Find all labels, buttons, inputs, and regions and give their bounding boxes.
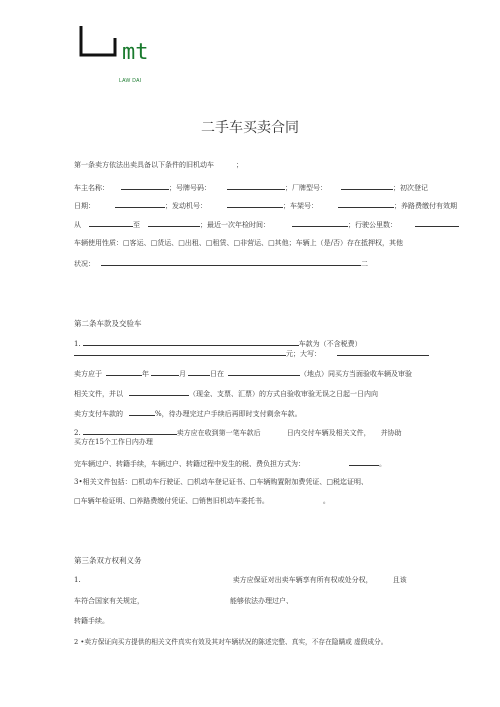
logo-subtitle: LAW DAI bbox=[119, 78, 142, 84]
logo-text: mt bbox=[122, 40, 149, 65]
section1-row1: 车主名称： ；号牌号码： ；厂牌型号： ；初次登记 bbox=[74, 184, 428, 192]
section2-p5: 2. 卖方应在收到第一笔车款后 日内交付车辆及相关文件， 并协助 bbox=[74, 429, 402, 437]
section3-p2: 车符合国家有关规定， 能够依法办理过户、 bbox=[74, 597, 293, 605]
section2-p9: □车辆年检证明、□养路费缴付凭证、□销售旧机动车委托书。 。 bbox=[74, 497, 330, 505]
section1-row3: 从 至 ；最近一次年检时间： ；行驶公里数： bbox=[74, 219, 459, 230]
section2-heading: 第二条车款及交验车 bbox=[74, 319, 142, 328]
section2-p6: 买方在15个工作日内办理 bbox=[74, 438, 153, 446]
section3-p4: 2 •卖方保证向买方提供的相关文件真实有效及其对车辆状况的陈述完整、真实，不存在隐瞒或 虚假成分。 bbox=[74, 638, 388, 646]
section1-intro: 第一条卖方依法出卖具备以下条件的旧机动车 ； bbox=[74, 161, 243, 169]
section2-p2: 卖方应于 年 月 日在 （地点）同买方当面验收车辆及审验 bbox=[74, 370, 412, 378]
section3-heading: 第三条双方权利义务 bbox=[74, 556, 142, 565]
logo-bracket-icon bbox=[78, 24, 118, 58]
section1-row5: 状况： 二 bbox=[74, 260, 368, 268]
section2-p3: 相关文件，并以 （现金、支票、汇票）的方式自验收审验无误之日起一日内向 bbox=[74, 390, 378, 398]
section3-p3: 转籍手续。 bbox=[74, 617, 109, 625]
section1-row2: 日期： ；发动机号： ；车架号： ；养路费缴付有效期 bbox=[74, 202, 457, 210]
section2-p1: 1. 车款为（不含税费） bbox=[74, 340, 362, 348]
document-title: 二手车买卖合同 bbox=[201, 120, 299, 136]
section2-p8: 3•相关文件包括：□机动车行驶证、□机动车登记证书、□车辆购置附加费凭证、□税迄证明、 bbox=[74, 478, 369, 486]
section3-p1: 1. 卖方应保证对出卖车辆享有所有权或处分权， 且该 bbox=[74, 576, 407, 584]
section1-row4: 车辆使用性质：□客运、□货运、□出租、□租赁、□非营运、□其他；车辆上（是/否）存在抵押权，其他 bbox=[74, 239, 404, 247]
section2-p4: 卖方支付车款的 %，待办理完过户手续后再即时支付剩余车款。 bbox=[74, 410, 302, 418]
section2-p7: 完车辆过户、转籍手续，车辆过户、转籍过程中发生的税、费负担方式为： 。 bbox=[74, 460, 386, 468]
section2-p1-line2: 元；大写： bbox=[74, 348, 429, 359]
